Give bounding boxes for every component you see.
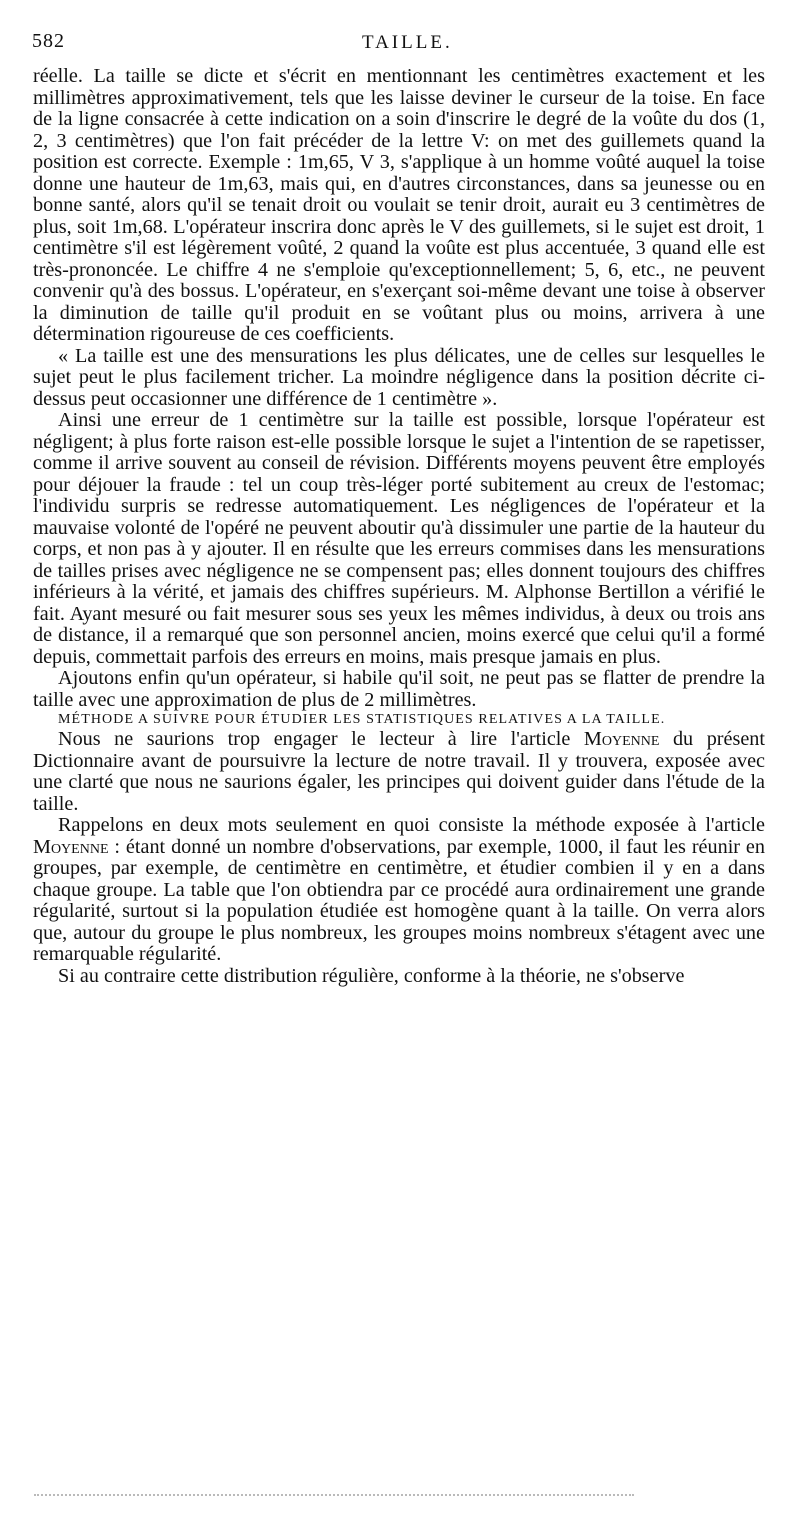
- running-title: TAILLE.: [362, 32, 453, 53]
- paragraph-contrary: Si au contraire cette distribution régulière, conforme à la théorie, ne s'observe: [58, 964, 685, 987]
- page-number: 582: [32, 30, 65, 52]
- page-header: [32, 30, 768, 58]
- paragraph-errors: Ainsi une erreur de 1 centimètre sur la taille est possible, lorsque l'opérateur est négligent; à plus forte raison est-elle possible lorsque le sujet a l'intention de se rapetisser, comme il arrive souvent au conseil de révision. Différents moyens peuvent être employés pour déjouer la fraude : tel un coup très-léger porté subitement au creux de l'estomac; l'individu surpris se redresse automatiquement. Les négligences de l'opérateur et la mauvaise volonté de l'opéré ne peuvent aboutir qu'à dissimuler une partie de la hauteur du corps, et non pas à y ajouter. Il en résulte que les erreurs commises dans les mensurations de tailles prises avec négligence ne se compensent pas; elles donnent toujours des chiffres inférieurs à la vérité, et jamais des chiffres supérieurs. M. Alphonse Bertillon a vérifié le fait. Ayant mesuré ou fait mesurer sous ses yeux les mêmes individus, à deux ou trois ans de distance, il a remarqué que son personnel ancien, moins exercé que celui qu'il a formé depuis, commettait parfois des erreurs en moins, mais presque jamais en plus.: [33, 409, 765, 668]
- paragraph-quotation: « La taille est une des mensurations les plus délicates, une de celles sur lesquelles le sujet peut le plus facilement tricher. La moindre négligence dans la position décrite ci-dessus peut occasionner une différence de 1 centimètre ».: [33, 344, 765, 410]
- paragraph-method: [33, 815, 765, 966]
- body-text: [33, 66, 765, 987]
- article-reference: Moyenne: [583, 728, 660, 750]
- paragraph-read-article: [33, 729, 765, 815]
- text-fragment: Nous ne saurions trop engager le lecteur à lire l'article: [58, 728, 584, 750]
- text-fragment: : étant donné un nombre d'observations, par exemple, 1000, il faut les réunir en groupes, par exemple, de centimètre en centimètre, et étudier combien il y en a dans chaque groupe. La table que l'on obtiendra par ce procédé aura ordinairement une grande régularité, surtout si la population étudiée est homogène quant à la taille. On verra alors que, autour du groupe le plus nombreux, les groupes moins nombreux s'étagent avec une remarquable régularité.: [33, 835, 765, 965]
- paragraph-approximation: Ajoutons enfin qu'un opérateur, si habile qu'il soit, ne peut pas se flatter de prendre la taille avec une approximation de plus de 2 millimètres.: [33, 667, 765, 711]
- scan-artifact-line: [34, 1494, 634, 1498]
- section-heading: MÉTHODE A SUIVRE POUR ÉTUDIER LES STATISTIQUES RELATIVES A LA TAILLE.: [58, 712, 666, 727]
- article-reference: Moyenne: [33, 835, 109, 858]
- text-fragment: du présent Dictionnaire avant de poursuivre la lecture de notre travail. Il y trouvera, exposée avec une clarté que nous ne saurions égaler, les principes qui doivent guider dans l'étude de la taille.: [33, 728, 765, 815]
- paragraph-continuation: réelle. La taille se dicte et s'écrit en mentionnant les centimètres exactement et les millimètres approximativement, tels que les laisse deviner le curseur de la toise. En face de la ligne consacrée à cette indication on a soin d'inscrire le degré de la voûte du dos (1, 2, 3 centimètres) que l'on fait précéder de la lettre V: on met des guillemets quand la position est correcte. Exemple : 1m,65, V 3, s'applique à un homme voûté auquel la toise donne une hauteur de 1m,63, mais qui, en d'autres circonstances, dans sa jeunesse ou en bonne santé, alors qu'il se tenait droit ou voulait se tenir droit, aurait eu 3 centimètres de plus, soit 1m,68. L'opérateur inscrira donc après le V des guillemets, si le sujet est droit, 1 centimètre s'il est légèrement voûté, 2 quand la voûte est plus accentuée, 3 quand elle est très-prononcée. Le chiffre 4 ne s'emploie qu'exceptionnellement; 5, 6, etc., ne peuvent convenir qu'à des bossus. L'opérateur, en s'exerçant soi-même devant une toise à observer la diminution de taille qu'il produit en se voûtant plus ou moins, arrivera à une détermination rigoureuse de ces coefficients.: [33, 65, 765, 345]
- text-fragment: Rappelons en deux mots seulement en quoi consiste la méthode exposée à l'article: [58, 814, 765, 836]
